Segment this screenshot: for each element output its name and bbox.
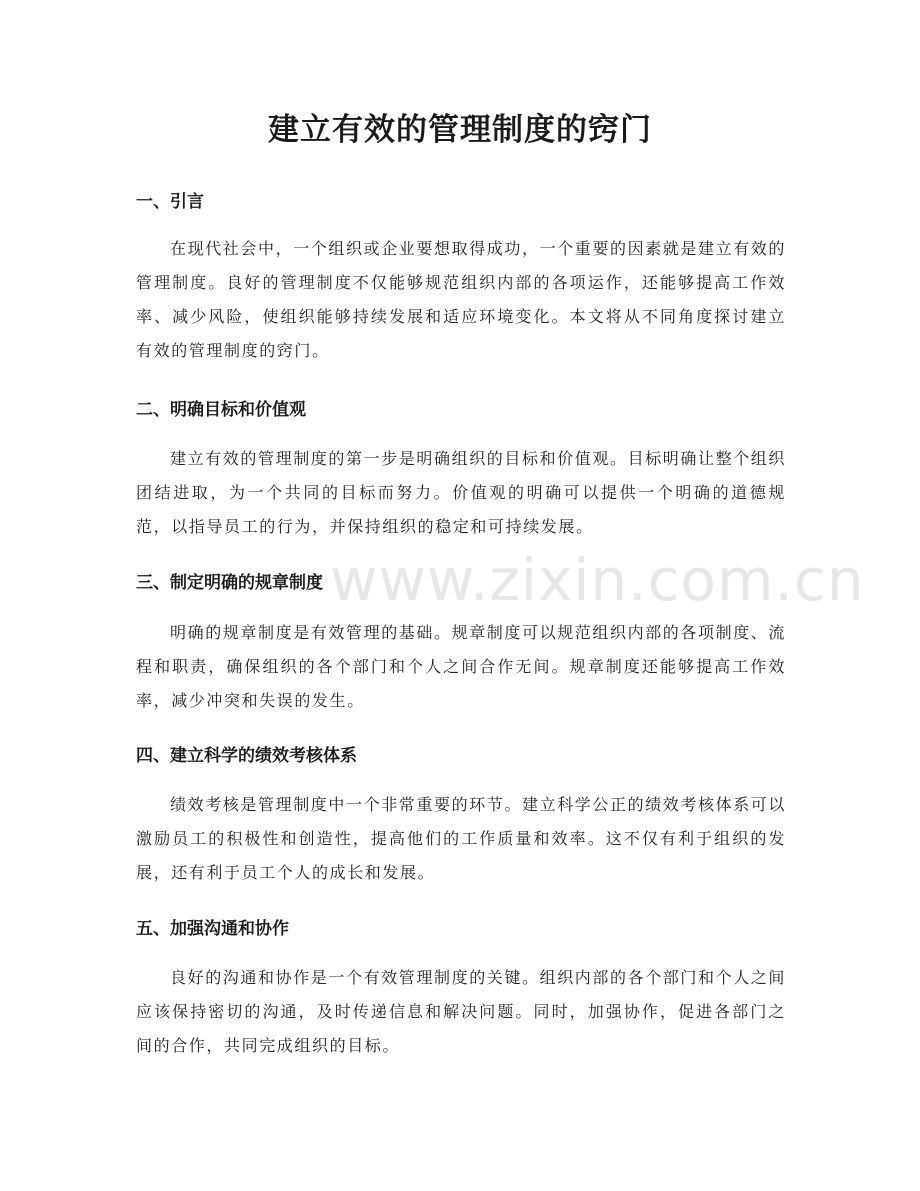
section-paragraph-intro: 在现代社会中，一个组织或企业要想取得成功，一个重要的因素就是建立有效的管理制度。良好的管理制度不仅能够规范组织内部的各项运作，还能够提高工作效率、减少风险，使组织能够持续发展和适应环境变化。本文将从不同角度探讨建立有效的管理制度的窍门。 [136, 239, 787, 360]
section-heading-intro: 一、引言 [136, 192, 204, 212]
section-heading-communication: 五、加强沟通和协作 [136, 919, 289, 939]
watermark: www.zixin.com.cn [330, 546, 865, 614]
section-paragraph-performance: 绩效考核是管理制度中一个非常重要的环节。建立科学公正的绩效考核体系可以激励员工的积极性和创造性，提高他们的工作质量和效率。这不仅有利于组织的发展，还有利于员工个人的成长和发展。 [136, 795, 787, 882]
section-paragraph-goals: 建立有效的管理制度的第一步是明确组织的目标和价值观。目标明确让整个组织团结进取，为一个共同的目标而努力。价值观的明确可以提供一个明确的道德规范，以指导员工的行为，并保持组织的稳定和可持续发展。 [136, 449, 787, 536]
section-heading-rules: 三、制定明确的规章制度 [136, 573, 323, 593]
document-title: 建立有效的管理制度的窍门 [268, 112, 652, 148]
section-heading-performance: 四、建立科学的绩效考核体系 [136, 746, 357, 766]
section-paragraph-communication: 良好的沟通和协作是一个有效管理制度的关键。组织内部的各个部门和个人之间应该保持密切的沟通，及时传递信息和解决问题。同时，加强协作，促进各部门之间的合作，共同完成组织的目标。 [136, 968, 787, 1055]
section-heading-goals: 二、明确目标和价值观 [136, 400, 306, 420]
section-paragraph-rules: 明确的规章制度是有效管理的基础。规章制度可以规范组织内部的各项制度、流程和职责，确保组织的各个部门和个人之间合作无间。规章制度还能够提高工作效率，减少冲突和失误的发生。 [136, 623, 787, 710]
